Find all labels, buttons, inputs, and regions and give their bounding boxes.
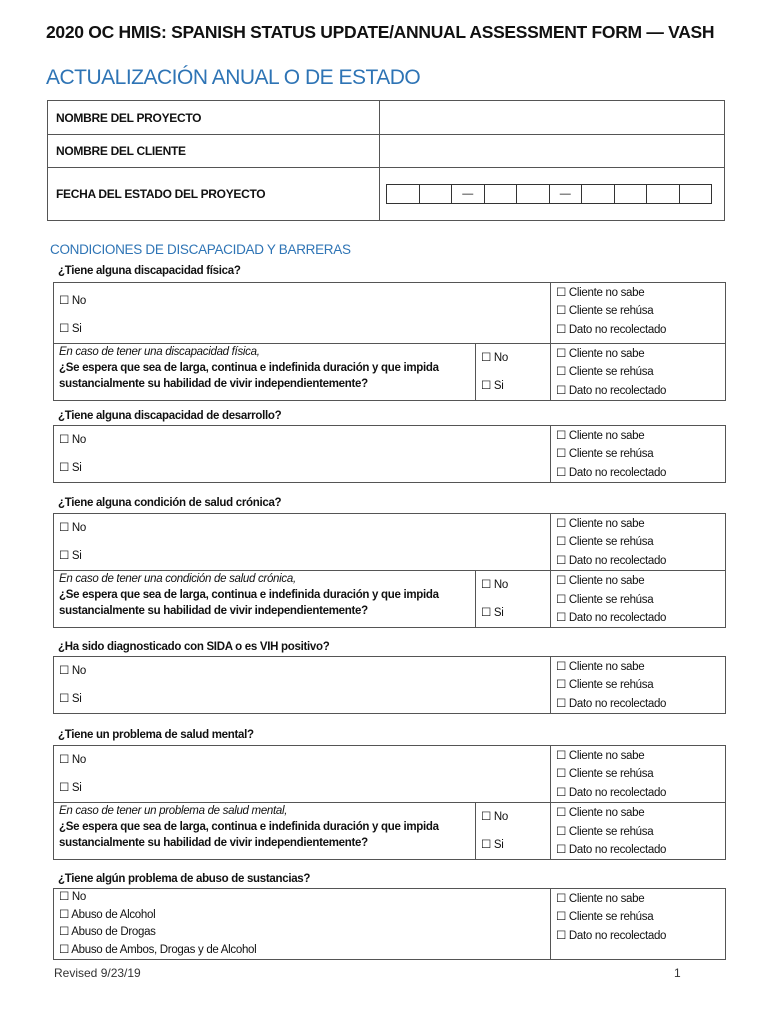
option-dont-know[interactable]: ☐ Cliente no sabe [556, 893, 645, 905]
option-dont-know[interactable]: ☐ Cliente no sabe [556, 750, 645, 762]
option-not-collected[interactable]: ☐ Dato no recolectado [556, 786, 667, 799]
option-refused[interactable]: ☐ Cliente se rehúsa [556, 536, 654, 549]
question-mental: ¿Tiene un problema de salud mental? [58, 729, 254, 741]
date-separator: — [549, 184, 583, 204]
condition-text: En caso de tener un problema de salud mental, [59, 805, 288, 818]
option-refused[interactable]: ☐ Cliente se rehúsa [556, 825, 654, 838]
long-term-question: ¿Se espera que sea de larga, continua e indefinida duración y que impida [59, 589, 439, 602]
option-no[interactable]: ☐ No [481, 811, 509, 824]
long-term-question: ¿Se espera que sea de larga, continua e indefinida duración y que impida [59, 362, 439, 374]
date-box[interactable] [614, 184, 648, 204]
option-drug-abuse[interactable]: ☐ Abuso de Drogas [59, 926, 156, 938]
option-refused[interactable]: ☐ Cliente se rehúsa [556, 911, 654, 924]
date-separator: — [451, 184, 485, 204]
option-dont-know[interactable]: ☐ Cliente no sabe [556, 575, 645, 588]
client-name-label: NOMBRE DEL CLIENTE [48, 135, 380, 168]
option-dont-know[interactable]: ☐ Cliente no sabe [556, 287, 645, 299]
question-chronic: ¿Tiene alguna condición de salud crónica? [58, 497, 282, 509]
option-si[interactable]: ☐ Si [59, 323, 82, 335]
option-si[interactable]: ☐ Si [59, 782, 82, 794]
option-si[interactable]: ☐ Si [481, 380, 504, 392]
long-term-question: ¿Se espera que sea de larga, continua e indefinida duración y que impida [59, 821, 439, 834]
date-box[interactable] [646, 184, 680, 204]
document-title: 2020 OC HMIS: SPANISH STATUS UPDATE/ANNUAL ASSESSMENT FORM — VASH [46, 22, 715, 42]
developmental-block [53, 425, 726, 483]
question-developmental: ¿Tiene alguna discapacidad de desarrollo? [58, 410, 282, 422]
option-si[interactable]: ☐ Si [59, 462, 82, 474]
hiv-block [53, 656, 726, 714]
option-not-collected[interactable]: ☐ Dato no recolectado [556, 323, 667, 336]
date-box[interactable] [679, 184, 713, 204]
option-not-collected[interactable]: ☐ Dato no recolectado [556, 843, 667, 856]
option-not-collected[interactable]: ☐ Dato no recolectado [556, 466, 667, 479]
long-term-question-cont: sustancialmente su habilidad de vivir independientemente? [59, 378, 368, 390]
option-alcohol-abuse[interactable]: ☐ Abuso de Alcohol [59, 908, 156, 921]
chronic-block [53, 513, 726, 628]
option-not-collected[interactable]: ☐ Dato no recolectado [556, 554, 667, 567]
option-refused[interactable]: ☐ Cliente se rehúsa [556, 593, 654, 606]
option-refused[interactable]: ☐ Cliente se rehúsa [556, 366, 654, 379]
condition-text: En caso de tener una discapacidad física, [59, 346, 260, 358]
client-name-field[interactable] [380, 135, 725, 168]
option-no[interactable]: ☐ No [481, 352, 509, 364]
project-name-field[interactable] [380, 101, 725, 135]
option-no[interactable]: ☐ No [59, 891, 87, 903]
question-substance: ¿Tiene algún problema de abuso de sustancias? [58, 873, 311, 885]
mental-block [53, 745, 726, 860]
date-box[interactable] [581, 184, 615, 204]
substance-block [53, 888, 726, 960]
option-both-abuse[interactable]: ☐ Abuso de Ambos, Drogas y de Alcohol [59, 943, 257, 956]
option-refused[interactable]: ☐ Cliente se rehúsa [556, 679, 654, 692]
disability-section-title: CONDICIONES DE DISCAPACIDAD Y BARRERAS [50, 242, 351, 257]
option-dont-know[interactable]: ☐ Cliente no sabe [556, 518, 645, 530]
option-not-collected[interactable]: ☐ Dato no recolectado [556, 384, 667, 397]
long-term-question-cont: sustancialmente su habilidad de vivir independientemente? [59, 605, 368, 618]
option-refused[interactable]: ☐ Cliente se rehúsa [556, 768, 654, 781]
question-hiv: ¿Ha sido diagnosticado con SIDA o es VIH positivo? [58, 641, 330, 653]
option-no[interactable]: ☐ No [481, 579, 509, 592]
option-dont-know[interactable]: ☐ Cliente no sabe [556, 348, 645, 360]
option-si[interactable]: ☐ Si [481, 607, 504, 620]
physical-block [53, 282, 726, 401]
page-number: 1 [674, 966, 681, 980]
long-term-question-cont: sustancialmente su habilidad de vivir independientemente? [59, 837, 368, 850]
question-physical: ¿Tiene alguna discapacidad física? [58, 265, 241, 277]
condition-text: En caso de tener una condición de salud crónica, [59, 573, 296, 586]
option-si[interactable]: ☐ Si [59, 550, 82, 562]
date-box[interactable] [419, 184, 453, 204]
option-no[interactable]: ☐ No [59, 522, 87, 534]
option-no[interactable]: ☐ No [59, 754, 87, 766]
option-dont-know[interactable]: ☐ Cliente no sabe [556, 430, 645, 442]
option-no[interactable]: ☐ No [59, 434, 87, 446]
option-not-collected[interactable]: ☐ Dato no recolectado [556, 697, 667, 710]
option-dont-know[interactable]: ☐ Cliente no sabe [556, 661, 645, 673]
option-no[interactable]: ☐ No [59, 665, 87, 677]
option-si[interactable]: ☐ Si [59, 693, 82, 705]
date-box[interactable] [484, 184, 518, 204]
project-info-table [47, 100, 725, 221]
option-dont-know[interactable]: ☐ Cliente no sabe [556, 807, 645, 820]
option-not-collected[interactable]: ☐ Dato no recolectado [556, 929, 667, 942]
project-date-field[interactable] [380, 168, 725, 221]
project-date-label: FECHA DEL ESTADO DEL PROYECTO [48, 168, 380, 221]
date-box[interactable] [516, 184, 550, 204]
option-refused[interactable]: ☐ Cliente se rehúsa [556, 448, 654, 461]
section-title: ACTUALIZACIÓN ANUAL O DE ESTADO [46, 66, 421, 89]
option-not-collected[interactable]: ☐ Dato no recolectado [556, 611, 667, 624]
revision-date: Revised 9/23/19 [54, 966, 141, 980]
option-refused[interactable]: ☐ Cliente se rehúsa [556, 305, 654, 318]
option-no[interactable]: ☐ No [59, 295, 87, 307]
project-name-label: NOMBRE DEL PROYECTO [48, 101, 380, 135]
date-box[interactable] [386, 184, 420, 204]
option-si[interactable]: ☐ Si [481, 839, 504, 852]
